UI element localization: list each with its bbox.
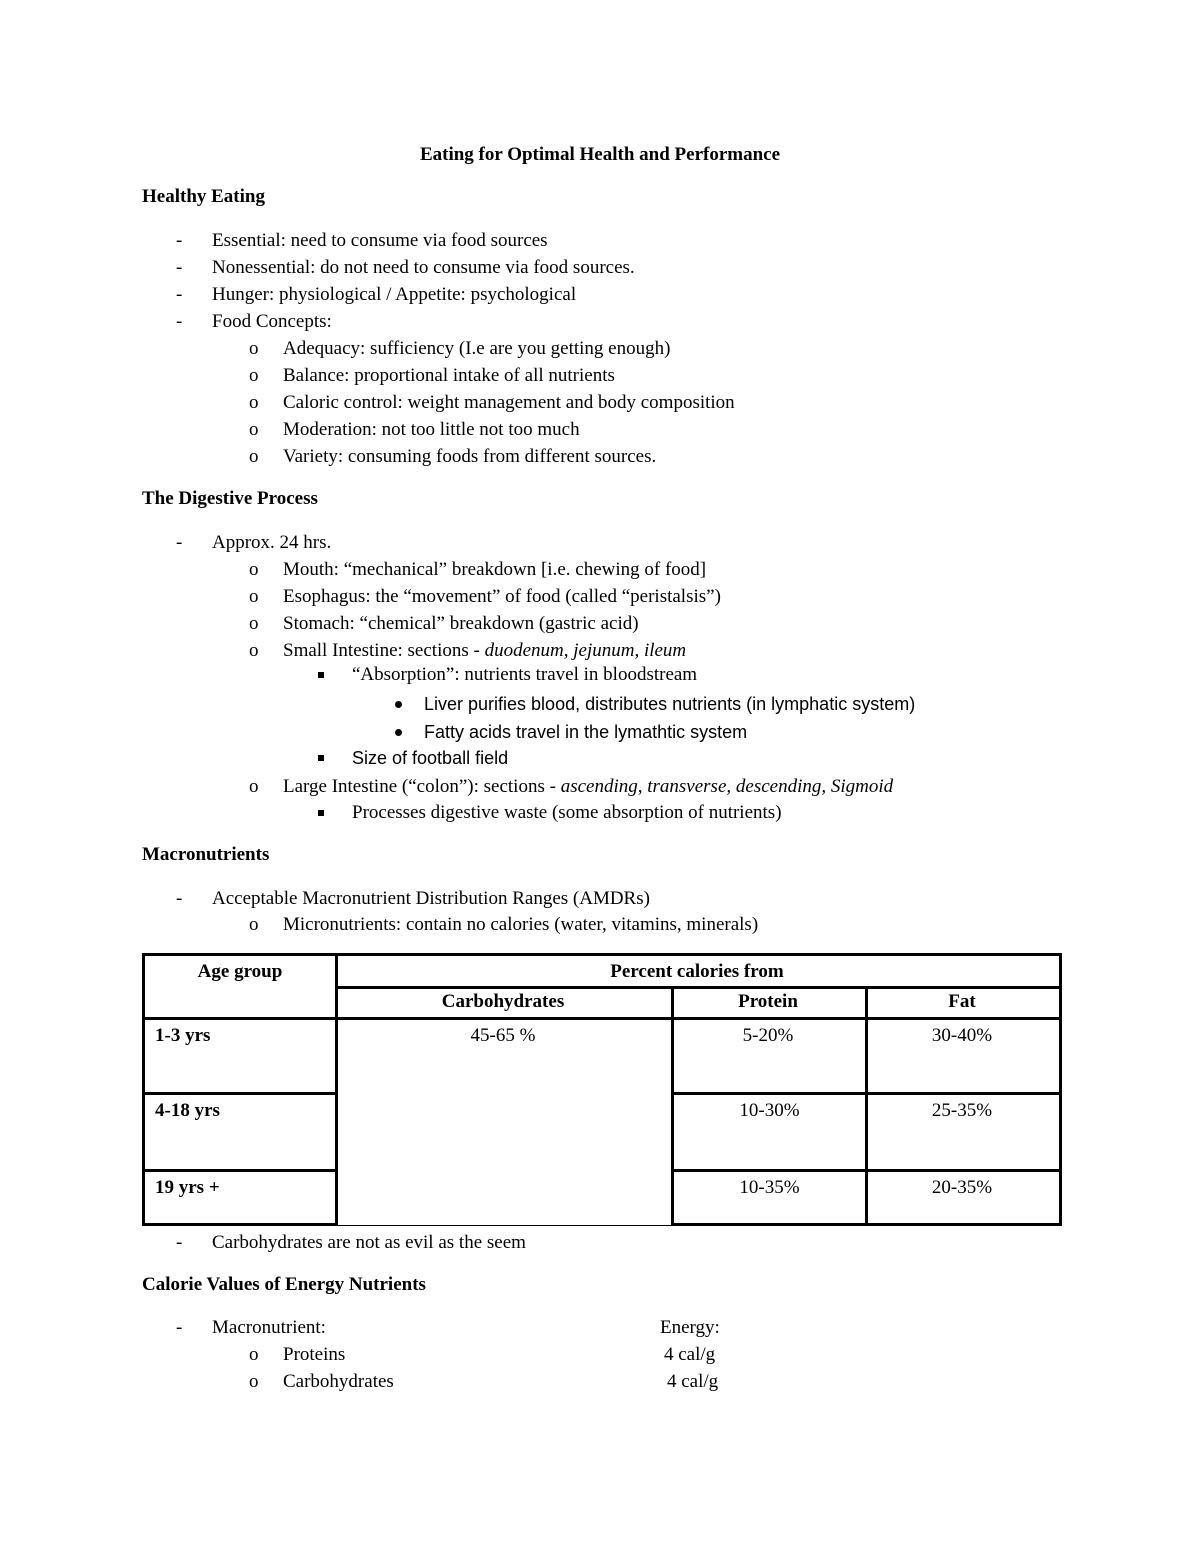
sub-item-mouth: Mouth: “mechanical” breakdown [i.e. chewing of food]: [283, 559, 707, 580]
sub-item-caloric-control: Caloric control: weight management and body composition: [283, 392, 735, 413]
sub-sub-item-waste: Processes digestive waste (some absorption of nutrients): [352, 802, 782, 823]
square-bullet: [318, 810, 324, 816]
sub-item-proteins: Proteins: [283, 1344, 346, 1365]
circle-bullet: o: [249, 776, 259, 797]
sub-sub-sub-item-liver: Liver purifies blood, distributes nutrients (in lymphatic system): [424, 694, 916, 714]
square-bullet: [318, 672, 324, 678]
list-item-hunger: Hunger: physiological / Appetite: psychological: [212, 284, 577, 305]
round-bullet: [395, 701, 402, 708]
circle-bullet: o: [249, 914, 259, 935]
circle-bullet: o: [249, 392, 259, 413]
dash-bullet: -: [176, 1232, 183, 1253]
sub-item-balance: Balance: proportional intake of all nutrients: [283, 365, 615, 386]
sub-sub-item-football: Size of football field: [352, 748, 509, 768]
list-item-amdrs: Acceptable Macronutrient Distribution Ranges (AMDRs): [212, 888, 650, 909]
energy-value-carbohydrates: 4 cal/g: [667, 1371, 719, 1392]
table-header-percent: Percent calories from: [335, 953, 1062, 989]
square-bullet: [318, 755, 324, 761]
dash-bullet: -: [176, 1317, 183, 1338]
circle-bullet: o: [249, 559, 259, 580]
circle-bullet: o: [249, 586, 259, 607]
table-cell-age: 19 yrs +: [142, 1169, 338, 1226]
table-cell-fat: 30-40%: [865, 1017, 1062, 1095]
sub-sub-sub-item-fatty-acids: Fatty acids travel in the lymathtic system: [424, 722, 748, 742]
circle-bullet: o: [249, 1344, 259, 1365]
list-item-approx: Approx. 24 hrs.: [212, 532, 332, 553]
table-cell-age: 1-3 yrs: [142, 1017, 338, 1095]
energy-value-proteins: 4 cal/g: [664, 1344, 716, 1365]
small-intestine-label: Small Intestine: sections -: [283, 640, 485, 661]
heading-macronutrients: Macronutrients: [142, 844, 270, 865]
small-intestine-sections: duodenum, jejunum, ileum: [484, 640, 687, 661]
sub-item-variety: Variety: consuming foods from different sources.: [283, 446, 657, 467]
dash-bullet: -: [176, 230, 183, 251]
circle-bullet: o: [249, 338, 259, 359]
table-cell-fat: 20-35%: [865, 1169, 1062, 1226]
circle-bullet: o: [249, 640, 259, 661]
page-title: Eating for Optimal Health and Performance: [419, 144, 781, 165]
large-intestine-label: Large Intestine (“colon”): sections -: [283, 776, 561, 797]
table-cell-protein: 10-35%: [671, 1169, 868, 1226]
large-intestine-sections: ascending, transverse, descending, Sigmoid: [560, 776, 894, 797]
amdr-table: [142, 953, 1062, 1226]
sub-item-small-intestine: [283, 639, 686, 663]
table-cell-protein: 5-20%: [671, 1017, 868, 1095]
dash-bullet: -: [176, 532, 183, 553]
table-header-fat: Fat: [865, 986, 1062, 1020]
dash-bullet: -: [176, 284, 183, 305]
circle-bullet: o: [249, 446, 259, 467]
sub-item-esophagus: Esophagus: the “movement” of food (called “peristalsis”): [283, 586, 721, 607]
dash-bullet: -: [176, 257, 183, 278]
table-cell-carbs: 45-65 %: [335, 1017, 674, 1226]
sub-item-micronutrients: Micronutrients: contain no calories (water, vitamins, minerals): [283, 914, 759, 935]
sub-sub-item-absorption: “Absorption”: nutrients travel in bloodstream: [352, 664, 698, 685]
table-cell-protein: 10-30%: [671, 1092, 868, 1172]
dash-bullet: -: [176, 888, 183, 909]
list-item-carbs-note: Carbohydrates are not as evil as the seem: [212, 1232, 526, 1253]
circle-bullet: o: [249, 365, 259, 386]
table-header-age-group: Age group: [142, 953, 338, 1020]
sub-item-stomach: Stomach: “chemical” breakdown (gastric acid): [283, 613, 639, 634]
dash-bullet: -: [176, 311, 183, 332]
sub-item-large-intestine: [283, 775, 893, 799]
sub-item-carbohydrates: Carbohydrates: [283, 1371, 394, 1392]
heading-digestive-process: The Digestive Process: [142, 488, 318, 509]
table-cell-age: 4-18 yrs: [142, 1092, 338, 1172]
circle-bullet: o: [249, 1371, 259, 1392]
circle-bullet: o: [249, 419, 259, 440]
table-header-protein: Protein: [671, 986, 868, 1020]
sub-item-adequacy: Adequacy: sufficiency (I.e are you getting enough): [283, 338, 671, 359]
list-item-food-concepts: Food Concepts:: [212, 311, 332, 332]
table-header-carbohydrates: Carbohydrates: [335, 986, 674, 1020]
table-cell-fat: 25-35%: [865, 1092, 1062, 1172]
circle-bullet: o: [249, 613, 259, 634]
list-item-essential: Essential: need to consume via food sources: [212, 230, 548, 251]
list-item-nonessential: Nonessential: do not need to consume via food sources.: [212, 257, 635, 278]
energy-label: Energy:: [660, 1317, 720, 1338]
list-item-macronutrient-label: Macronutrient:: [212, 1317, 326, 1338]
heading-healthy-eating: Healthy Eating: [142, 186, 265, 207]
sub-item-moderation: Moderation: not too little not too much: [283, 419, 580, 440]
heading-calorie-values: Calorie Values of Energy Nutrients: [142, 1274, 426, 1295]
round-bullet: [395, 729, 402, 736]
